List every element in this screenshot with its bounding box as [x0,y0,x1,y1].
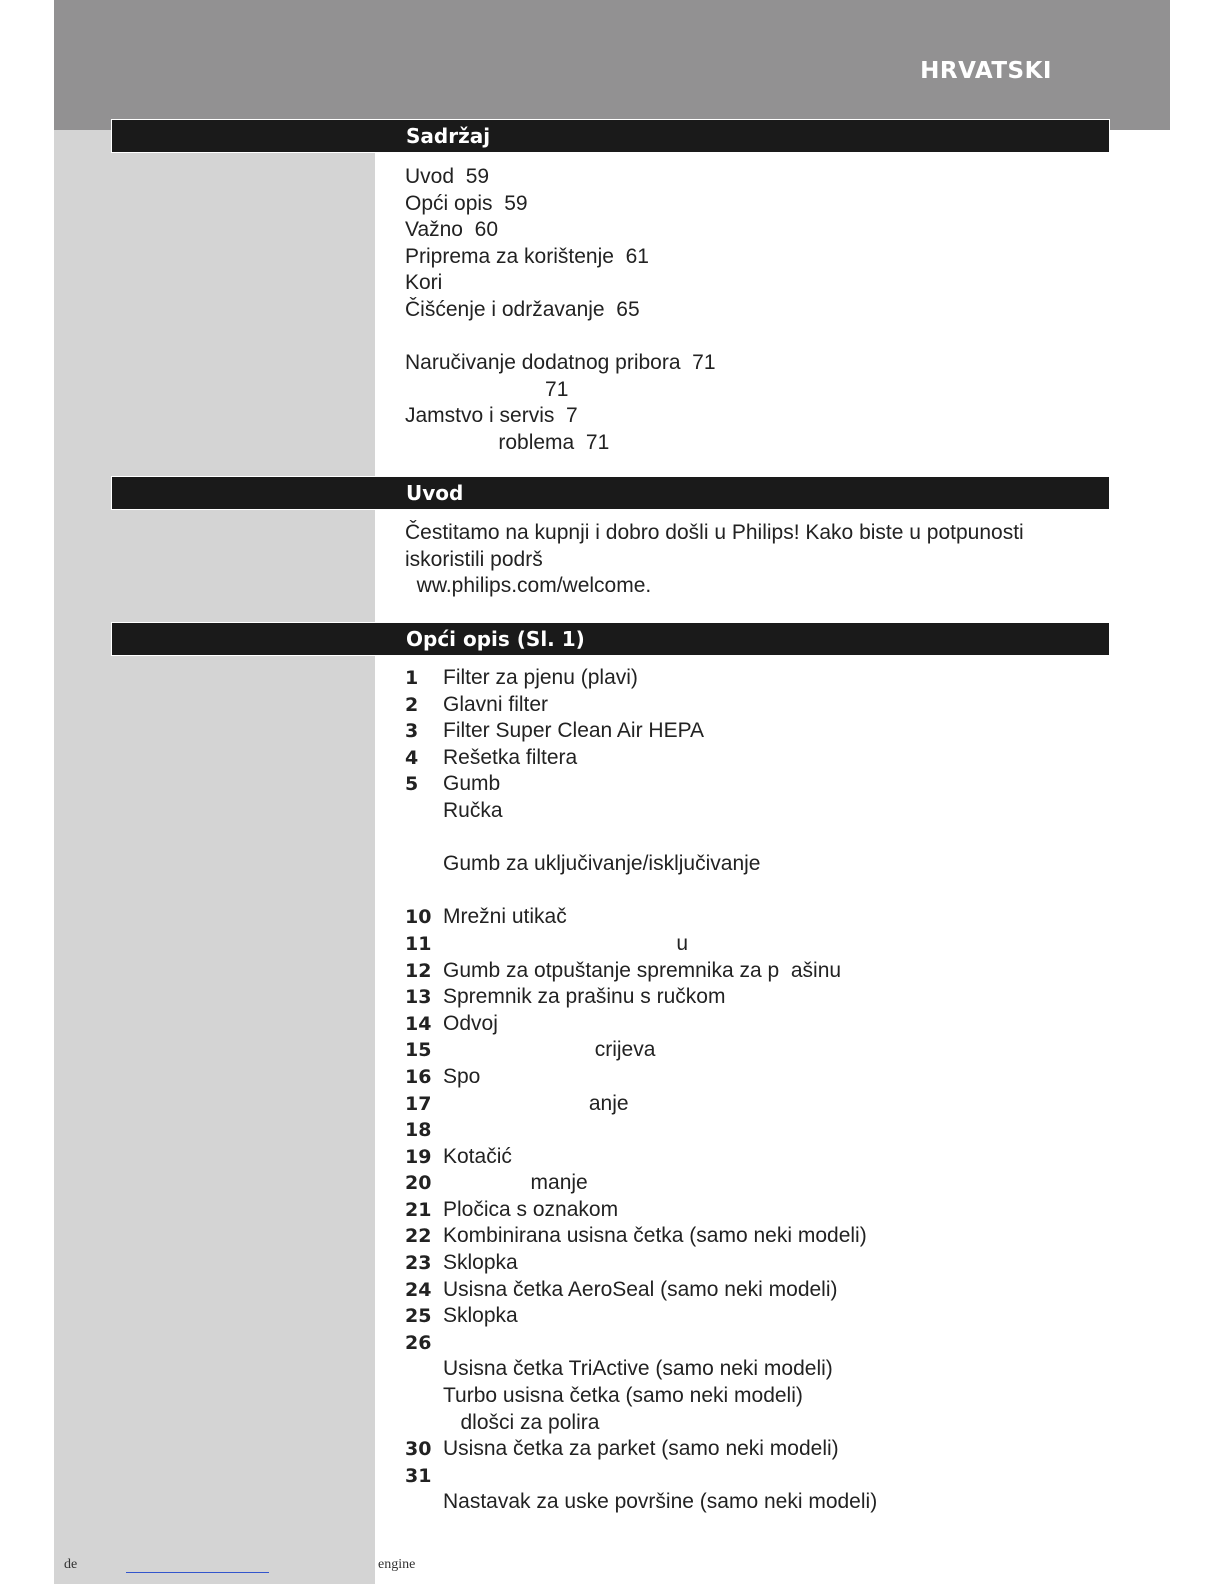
toc-entry [405,324,716,351]
section-title-description: Opći opis (Sl. 1) [406,627,585,651]
part-number: 20 [405,1172,432,1195]
part-label: dlošci za polira [443,1410,600,1434]
part-item [405,1170,877,1197]
intro-paragraph [405,520,1024,600]
part-item [405,878,877,905]
section-title-intro: Uvod [406,481,464,505]
part-label: Gumb za otpuštanje spremnika za p ašinu [443,958,842,982]
part-number: 13 [405,986,432,1009]
part-number: 19 [405,1145,432,1168]
part-number: 3 [405,720,419,743]
toc-entry: Važno 60 [405,218,499,242]
section-title-toc: Sadržaj [406,124,491,148]
part-item [405,1037,877,1064]
part-label: Usisna četka TriActive (samo neki modeli) [443,1357,833,1381]
toc-entry: Opći opis 59 [405,191,528,215]
part-item [405,825,877,852]
part-item [405,692,877,719]
footer-link-underline[interactable] [126,1572,269,1573]
part-item [405,1303,877,1330]
part-label: Ručka [443,798,503,822]
part-item [405,1091,877,1118]
toc-entry: Naručivanje dodatnog pribora 71 [405,351,716,375]
part-label: Usisna četka AeroSeal (samo neki modeli) [443,1277,838,1301]
part-item [405,771,877,798]
section-bar-description [111,622,1110,656]
part-label: Turbo usisna četka (samo neki modeli) [443,1384,803,1408]
part-number: 14 [405,1012,432,1035]
part-label: manje [443,1171,588,1195]
part-label: u [443,931,689,955]
part-number: 17 [405,1092,432,1115]
part-item [405,798,877,825]
part-label: Nastavak za uske površine (samo neki modeli) [443,1490,878,1514]
intro-line: ww.philips.com/welcome. [405,574,652,598]
part-label: Odvoj [443,1011,498,1035]
part-item [405,931,877,958]
part-item [405,1489,877,1516]
part-number: 22 [405,1225,432,1248]
part-item [405,1383,877,1410]
part-item [405,984,877,1011]
language-label: HRVATSKI [920,58,1052,84]
part-number: 2 [405,693,419,716]
part-label: Filter za pjenu (plavi) [443,666,638,689]
part-item [405,1064,877,1091]
part-number: 21 [405,1198,432,1221]
part-number: 31 [405,1464,432,1487]
part-item [405,1436,877,1463]
header-band [54,0,1170,130]
part-number: 18 [405,1119,432,1142]
part-label: anje [443,1091,629,1115]
part-number: 12 [405,959,432,982]
toc-entry: roblema 71 [405,430,610,454]
part-item [405,1463,877,1490]
part-item [405,1144,877,1171]
part-item [405,1223,877,1250]
part-number: 23 [405,1252,432,1275]
part-number: 25 [405,1305,432,1328]
left-margin-column [54,130,375,1584]
part-label: Filter Super Clean Air HEPA [443,719,705,743]
part-number: 10 [405,906,432,929]
intro-line: Čestitamo na kupnji i dobro došli u Philips! Kako biste u potpunosti [405,521,1024,544]
part-label: Spremnik za prašinu s ručkom [443,985,726,1009]
part-number: 16 [405,1065,432,1088]
toc-entry: Jamstvo i servis 7 [405,404,578,428]
part-item [405,1410,877,1437]
part-label: Sklopka [443,1304,518,1328]
part-item [405,1117,877,1144]
part-label: Mrežni utikač [443,905,567,929]
part-item [405,1250,877,1277]
part-item [405,1356,877,1383]
part-number: 30 [405,1438,432,1461]
toc-list [405,164,716,457]
part-label: Kotačić [443,1144,512,1168]
part-number: 26 [405,1331,432,1354]
parts-list [405,665,877,1516]
part-label: Pločica s oznakom [443,1197,619,1221]
part-label: Glavni filter [443,692,549,716]
part-number: 5 [405,773,419,796]
toc-entry: Priprema za korištenje 61 [405,244,649,268]
part-number: 11 [405,932,432,955]
part-label: Spo [443,1064,481,1088]
part-item [405,718,877,745]
part-number: 15 [405,1039,432,1062]
part-item [405,665,877,692]
toc-entry: Čišćenje i održavanje 65 [405,297,640,321]
footer-left-text: de [64,1557,78,1572]
part-label: Sklopka [443,1251,518,1275]
part-number: 24 [405,1278,432,1301]
section-bar-intro [111,476,1110,510]
toc-entry: Kori [405,271,443,295]
section-bar-toc [111,119,1110,153]
intro-line: iskoristili podrš [405,547,543,571]
toc-entry: Uvod 59 [405,165,490,188]
part-label: crijeva [443,1038,656,1062]
part-item [405,904,877,931]
part-item [405,958,877,985]
part-label: Usisna četka za parket (samo neki modeli) [443,1437,839,1461]
toc-entry: 71 [405,377,569,401]
part-item [405,1011,877,1038]
part-label: Gumb za uključivanje/isključivanje [443,852,761,876]
part-number: 4 [405,746,419,769]
part-item [405,1277,877,1304]
part-label: Rešetka filtera [443,745,578,769]
part-label: Gumb [443,772,501,796]
footer-middle-text: engine [378,1557,416,1572]
part-item [405,1330,877,1357]
part-number: 1 [405,667,419,689]
part-item [405,1197,877,1224]
part-label: Kombinirana usisna četka (samo neki modeli) [443,1224,867,1248]
part-item [405,745,877,772]
part-item [405,851,877,878]
